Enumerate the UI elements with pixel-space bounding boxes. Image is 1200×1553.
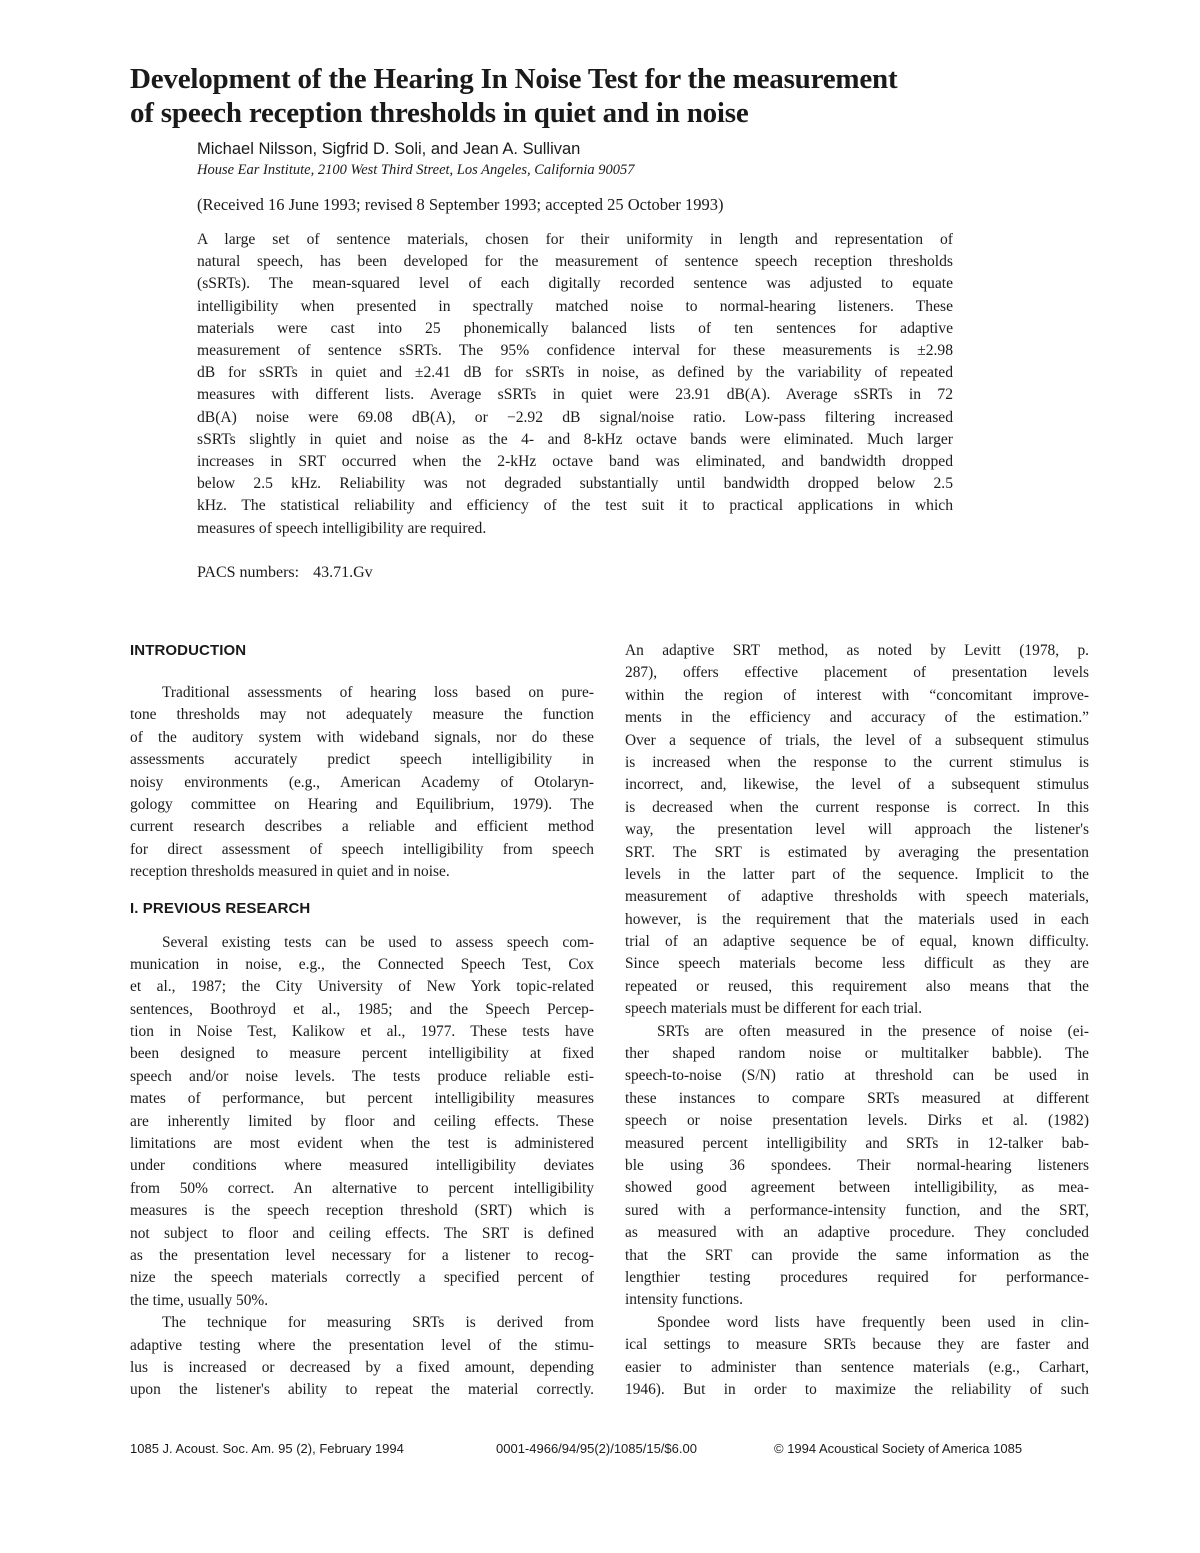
body-line: The technique for measuring SRTs is derived from xyxy=(162,1314,594,1332)
body-line: tion in Noise Test, Kalikow et al., 1977. These tests have xyxy=(130,1023,594,1041)
body-line: these instances to compare SRTs measured at different xyxy=(625,1089,1089,1107)
body-line: for direct assessment of speech intelligibility from speech xyxy=(130,840,594,858)
abstract-line: natural speech, has been developed for the measurement of sentence speech reception thresholds xyxy=(197,253,953,271)
author-affiliation: House Ear Institute, 2100 West Third Street, Los Angeles, California 90057 xyxy=(197,162,635,178)
pacs-value: 43.71.Gv xyxy=(313,564,373,581)
body-line: ments in the efficiency and accuracy of the estimation.” xyxy=(625,709,1089,727)
body-line: that the SRT can provide the same information as the xyxy=(625,1246,1089,1264)
body-line: Several existing tests can be used to assess speech com- xyxy=(162,933,594,951)
abstract xyxy=(197,229,953,540)
body-line: been designed to measure percent intelligibility at fixed xyxy=(130,1045,594,1063)
body-line: showed good agreement between intelligibility, as mea- xyxy=(625,1179,1089,1197)
body-line: Since speech materials become less difficult as they are xyxy=(625,955,1089,973)
abstract-line: A large set of sentence materials, chosen for their uniformity in length and representation of xyxy=(197,231,953,248)
author-list: Michael Nilsson, Sigfrid D. Soli, and Jean A. Sullivan xyxy=(197,140,581,158)
body-line: levels in the latter part of the sequence. Implicit to the xyxy=(625,865,1089,883)
left-column xyxy=(130,640,594,1402)
body-line: of the auditory system with wideband signals, nor do these xyxy=(130,728,594,746)
section-heading-previous-research: I. PREVIOUS RESEARCH xyxy=(130,899,311,917)
body-line: 1946). But in order to maximize the reliability of such xyxy=(625,1380,1089,1398)
abstract-line: (sSRTs). The mean-squared level of each digitally recorded sentence was adjusted to equate xyxy=(197,275,953,293)
body-line: not subject to floor and ceiling effects. The SRT is defined xyxy=(130,1224,594,1242)
body-line: speech-to-noise (S/N) ratio at threshold can be used in xyxy=(625,1067,1089,1085)
footer-journal-citation: 1085 J. Acoust. Soc. Am. 95 (2), February 1994 xyxy=(130,1441,404,1456)
abstract-line: increases in SRT occurred when the 2-kHz octave band was eliminated, and bandwidth dropped xyxy=(197,453,953,471)
abstract-line: materials were cast into 25 phonemically balanced lists of ten sentences for adaptive xyxy=(197,319,953,337)
body-line: is decreased when the current response is correct. In this xyxy=(625,798,1089,816)
body-line: nize the speech materials correctly a specified percent of xyxy=(130,1269,594,1287)
body-line: Traditional assessments of hearing loss based on pure- xyxy=(162,684,594,701)
body-line: ical settings to measure SRTs because they are faster and xyxy=(625,1336,1089,1354)
pacs-label: PACS numbers: xyxy=(197,564,300,581)
body-line: as measured with an adaptive procedure. They concluded xyxy=(625,1224,1089,1242)
abstract-line: measurement of sentence sSRTs. The 95% confidence interval for these measurements is ±2.98 xyxy=(197,342,953,360)
body-line: limitations are most evident when the test is administered xyxy=(130,1135,594,1153)
body-line: under conditions where measured intelligibility deviates xyxy=(130,1157,594,1175)
body-line: lengthier testing procedures required for performance- xyxy=(625,1268,1089,1286)
abstract-line: below 2.5 kHz. Reliability was not degraded substantially until bandwidth dropped below 2.5 xyxy=(197,475,953,493)
abstract-line: intelligibility when presented in spectrally matched noise to normal-hearing listeners. These xyxy=(197,297,953,315)
body-line: easier to administer than sentence materials (e.g., Carhart, xyxy=(625,1358,1089,1376)
body-line: from 50% correct. An alternative to percent intelligibility xyxy=(130,1179,594,1197)
section-heading-introduction: INTRODUCTION xyxy=(130,642,247,659)
footer-code: 0001-4966/94/95(2)/1085/15/$6.00 xyxy=(496,1441,697,1456)
body-line: measured percent intelligibility and SRTs in 12-talker bab- xyxy=(625,1134,1089,1152)
body-line: adaptive testing where the presentation level of the stimu- xyxy=(130,1336,594,1354)
body-line: are inherently limited by floor and ceiling effects. These xyxy=(130,1112,594,1130)
body-line: reception thresholds measured in quiet and in noise. xyxy=(130,863,450,881)
body-line: munication in noise, e.g., the Connected Speech Test, Cox xyxy=(130,955,594,973)
body-line: ble using 36 spondees. Their normal-hearing listeners xyxy=(625,1156,1089,1174)
paper-title xyxy=(130,62,1090,130)
body-line: lus is increased or decreased by a fixed amount, depending xyxy=(130,1358,594,1376)
body-line: mates of performance, but percent intelligibility measures xyxy=(130,1090,594,1108)
body-line: trial of an adaptive sequence be of equal, known difficulty. xyxy=(625,933,1089,951)
body-line: assessments accurately predict speech intelligibility in xyxy=(130,751,594,769)
body-line: within the region of interest with “concomitant improve- xyxy=(625,686,1089,704)
body-line: Spondee word lists have frequently been used in clin- xyxy=(657,1313,1089,1331)
body-line: SRT. The SRT is estimated by averaging the presentation xyxy=(625,843,1089,861)
body-line: et al., 1987; the City University of New York topic-related xyxy=(130,978,594,996)
body-line: as the presentation level necessary for a listener to recog- xyxy=(130,1246,594,1264)
body-line: however, is the requirement that the materials used in each xyxy=(625,910,1089,928)
body-line: measurement of adaptive thresholds with speech materials, xyxy=(625,888,1089,906)
body-line: noisy environments (e.g., American Academy of Otolaryn- xyxy=(130,773,594,791)
abstract-line: kHz. The statistical reliability and efficiency of the test suit it to practical applications in which xyxy=(197,497,953,515)
body-line: speech or noise presentation levels. Dirks et al. (1982) xyxy=(625,1112,1089,1130)
body-line: SRTs are often measured in the presence of noise (ei- xyxy=(657,1022,1089,1040)
body-line: current research describes a reliable and efficient method xyxy=(130,818,594,836)
body-line: measures is the speech reception threshold (SRT) which is xyxy=(130,1202,594,1220)
pacs-numbers xyxy=(197,563,373,583)
abstract-line: measures with different lists. Average sSRTs in quiet were 23.91 dB(A). Average sSRTs in 72 xyxy=(197,386,953,404)
body-line: An adaptive SRT method, as noted by Levitt (1978, p. xyxy=(625,642,1089,659)
body-line: is increased when the response to the current stimulus is xyxy=(625,753,1089,771)
footer-copyright: © 1994 Acoustical Society of America 1085 xyxy=(774,1441,1023,1456)
body-line: ther shaped random noise or multitalker babble). The xyxy=(625,1045,1089,1063)
abstract-line: measures of speech intelligibility are required. xyxy=(197,519,487,537)
body-line: intensity functions. xyxy=(625,1291,743,1309)
abstract-line: sSRTs slightly in quiet and noise as the 4- and 8-kHz octave bands were eliminated. Much larger xyxy=(197,430,953,448)
body-line: repeated or reused, this requirement also means that the xyxy=(625,977,1089,995)
right-column xyxy=(625,640,1089,1401)
body-line: sentences, Boothroyd et al., 1985; and the Speech Percep- xyxy=(130,1000,594,1018)
body-line: gology committee on Hearing and Equilibrium, 1979). The xyxy=(130,795,594,813)
body-line: Over a sequence of trials, the level of a subsequent stimulus xyxy=(625,731,1089,749)
body-line: speech and/or noise levels. The tests produce reliable esti- xyxy=(130,1067,594,1085)
title-line: Development of the Hearing In Noise Test for the measurement xyxy=(130,63,898,95)
abstract-line: dB for sSRTs in quiet and ±2.41 dB for sSRTs in noise, as defined by the variability of repeated xyxy=(197,364,953,382)
body-line: upon the listener's ability to repeat the material correctly. xyxy=(130,1381,594,1399)
abstract-line: dB(A) noise were 69.08 dB(A), or −2.92 dB signal/noise ratio. Low-pass filtering increased xyxy=(197,408,953,426)
body-line: speech materials must be different for each trial. xyxy=(625,1000,923,1018)
body-line: tone thresholds may not adequately measure the function xyxy=(130,706,594,724)
title-line: of speech reception thresholds in quiet and in noise xyxy=(130,97,749,129)
received-dates: (Received 16 June 1993; revised 8 September 1993; accepted 25 October 1993) xyxy=(197,195,724,214)
body-line: incorrect, and, likewise, the level of a subsequent stimulus xyxy=(625,776,1089,794)
body-line: sured with a performance-intensity function, and the SRT, xyxy=(625,1201,1089,1219)
body-line: 287), offers effective placement of presentation levels xyxy=(625,664,1089,682)
body-line: the time, usually 50%. xyxy=(130,1291,269,1309)
body-line: way, the presentation level will approach the listener's xyxy=(625,821,1089,839)
